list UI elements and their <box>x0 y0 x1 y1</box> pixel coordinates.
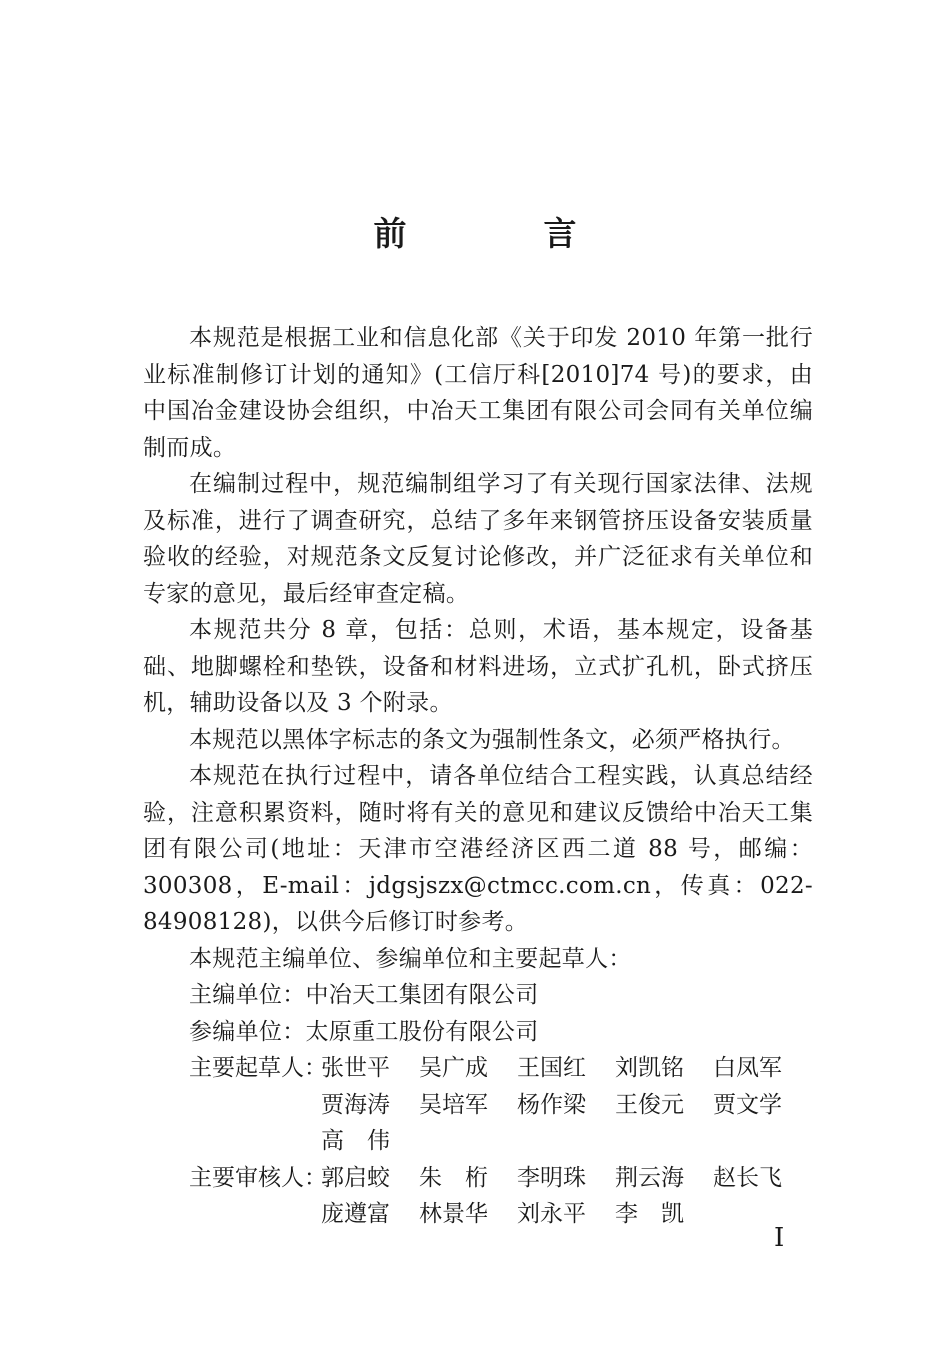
reviewers-label: 主要审核人： <box>189 1164 327 1191</box>
participating-unit-label: 参编单位： <box>189 1018 306 1045</box>
drafter-name: 高 伟 <box>321 1128 390 1154</box>
reviewer-name: 刘永平 <box>517 1201 586 1227</box>
drafters-names-row-1 <box>321 1050 811 1087</box>
drafters-names-row-3 <box>321 1123 419 1160</box>
preface-paragraph-4: 本规范以黑体字标志的条文为强制性条文，必须严格执行。 <box>189 726 795 753</box>
drafters-names-row-2 <box>321 1087 811 1124</box>
reviewer-name: 林景华 <box>419 1201 488 1227</box>
reviewers-row-2 <box>189 1196 829 1233</box>
drafter-name: 吴培军 <box>419 1091 488 1118</box>
drafter-name: 白凤军 <box>713 1055 782 1081</box>
drafter-name: 刘凯铭 <box>615 1055 684 1081</box>
drafter-name: 王国红 <box>517 1055 586 1081</box>
participating-unit-line <box>143 1014 813 1051</box>
reviewer-name: 荆云海 <box>615 1164 684 1191</box>
drafters-label: 主要起草人： <box>189 1055 327 1081</box>
drafter-name: 吴广成 <box>419 1055 488 1081</box>
preface-paragraph-5: 本规范在执行过程中，请各单位结合工程实践，认真总结经验，注意积累资料，随时将有关的意见和建议反馈给中冶天工集团有限公司(地址：天津市空港经济区西二道 88 号，邮编：300308，E-mail：jdgsjszx@ctmcc.com.cn，传真：022-84908128)，以供今后修订时参考。 <box>143 763 813 935</box>
chief-unit-label: 主编单位： <box>189 982 306 1008</box>
reviewers-names-row-2 <box>321 1196 713 1233</box>
drafter-name: 贾海涛 <box>321 1091 390 1118</box>
reviewer-name: 李 凯 <box>615 1201 684 1227</box>
drafter-name: 张世平 <box>321 1055 390 1081</box>
drafter-name: 王俊元 <box>615 1091 684 1118</box>
page-number: I <box>774 1223 785 1253</box>
units-intro: 本规范主编单位、参编单位和主要起草人： <box>189 945 632 972</box>
reviewer-name: 朱 桁 <box>419 1164 488 1191</box>
reviewer-name: 李明珠 <box>517 1164 586 1191</box>
reviewer-name: 郭启蛟 <box>321 1164 390 1191</box>
preface-paragraph-3: 本规范共分 8 章，包括：总则，术语，基本规定，设备基础、地脚螺栓和垫铁，设备和材料进场，立式扩孔机，卧式挤压机，辅助设备以及 3 个附录。 <box>143 617 813 716</box>
drafters-row-1 <box>189 1050 829 1087</box>
chief-unit-value: 中冶天工集团有限公司 <box>305 982 539 1008</box>
reviewer-name: 庞遵富 <box>321 1201 390 1227</box>
reviewers-row-1 <box>189 1160 829 1197</box>
drafter-name: 杨作梁 <box>517 1091 586 1118</box>
preface-paragraph-2: 在编制过程中，规范编制组学习了有关现行国家法律、法规及标准，进行了调查研究，总结了多年来钢管挤压设备安装质量验收的经验，对规范条文反复讨论修改，并广泛征求有关单位和专家的意见，最后经审查定稿。 <box>143 471 813 607</box>
drafters-row-2 <box>189 1087 829 1124</box>
reviewer-name: 赵长飞 <box>713 1164 782 1191</box>
chief-unit-line <box>143 977 813 1014</box>
preface-body <box>143 320 813 1050</box>
drafter-name: 贾文学 <box>713 1091 782 1118</box>
participating-unit-value: 太原重工股份有限公司 <box>305 1018 539 1045</box>
drafters-row-3 <box>189 1123 829 1160</box>
preface-paragraph-1: 本规范是根据工业和信息化部《关于印发 2010 年第一批行业标准制修订计划的通知》(工信厅科[2010]74 号)的要求，由中国冶金建设协会组织，中冶天工集团有限公司会同有关单位编制而成。 <box>143 325 813 461</box>
people-block <box>189 1050 829 1233</box>
page-title: 前 言 <box>373 214 629 253</box>
reviewers-names-row-1 <box>321 1160 811 1197</box>
